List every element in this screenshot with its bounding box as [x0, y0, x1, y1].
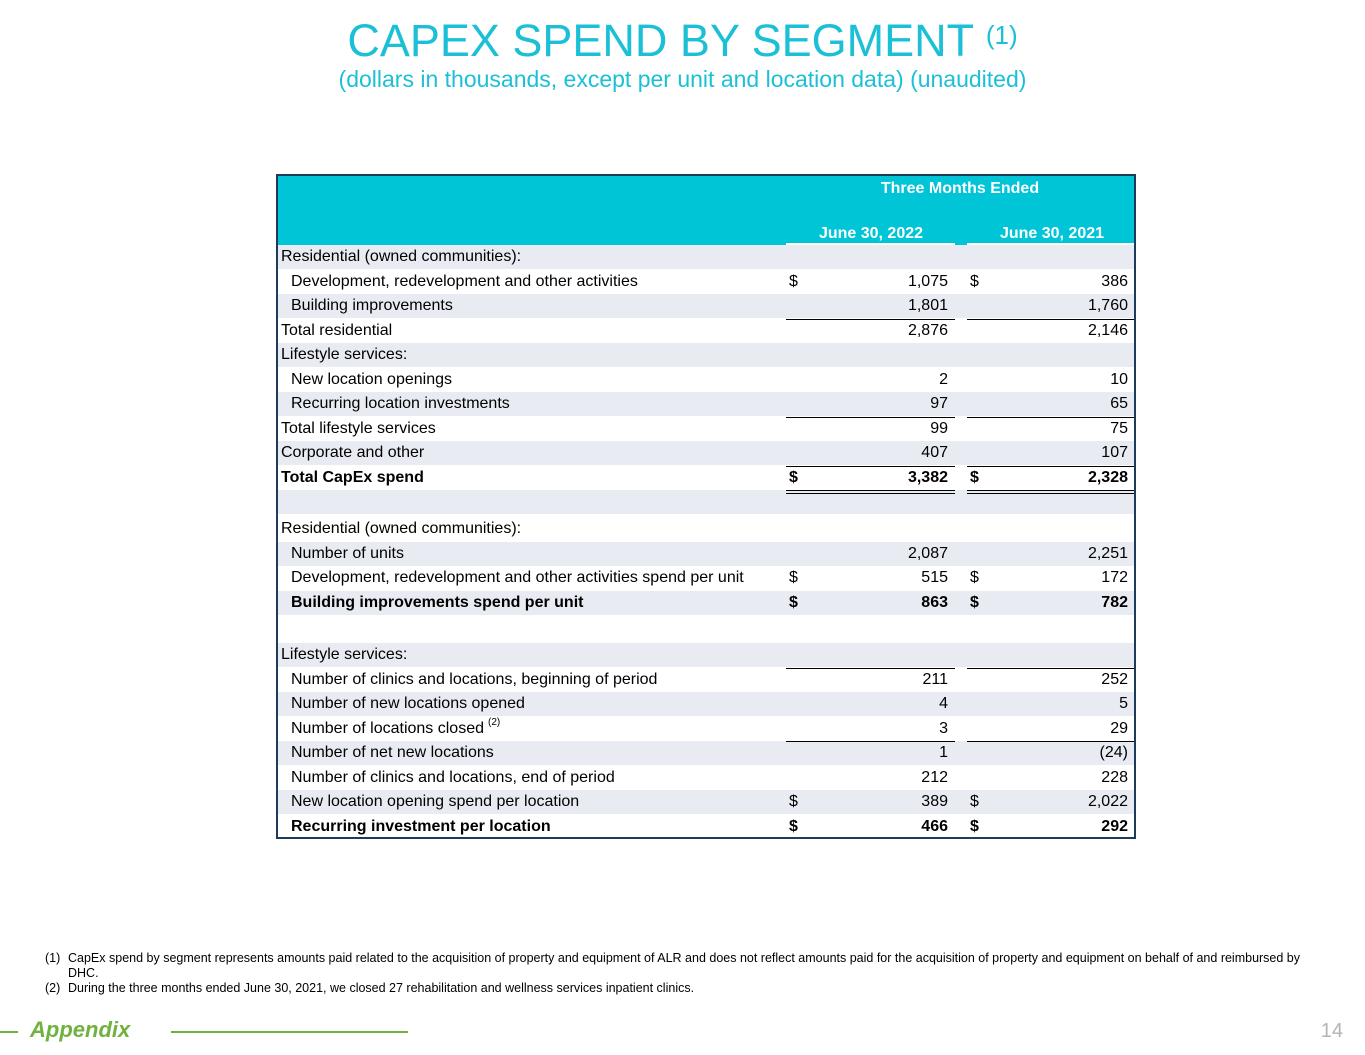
value-2022: 466 — [921, 818, 948, 835]
value-2021: 228 — [1101, 769, 1128, 786]
table-row — [278, 466, 1134, 490]
table-row — [278, 668, 1134, 692]
table-row — [278, 368, 1134, 392]
currency-2022: $ — [789, 818, 798, 835]
value-2022: 1,801 — [907, 297, 948, 314]
table-row — [278, 766, 1134, 790]
row-label: Number of units — [291, 545, 404, 562]
value-2022: 863 — [921, 594, 948, 611]
value-2022: 3,382 — [907, 469, 948, 486]
currency-2021: $ — [970, 469, 979, 486]
row-label: Total lifestyle services — [281, 420, 436, 437]
capex-table — [276, 174, 1136, 839]
currency-2022: $ — [789, 469, 798, 486]
value-2022: 1 — [939, 744, 948, 761]
value-2022: 2,876 — [907, 322, 948, 339]
footnote-1: (1) CapEx spend by segment represents amounts paid related to the acquisition of property and equipment of ALR and does not reflect amounts paid for the acquisition of property and equipment on behalf of and reimbursed by DHC. — [45, 951, 1301, 980]
table-row — [278, 441, 1134, 465]
currency-2021: $ — [970, 569, 979, 586]
value-2021: 252 — [1101, 671, 1128, 688]
underline-rule — [786, 490, 955, 491]
row-label: Number of clinics and locations, end of period — [291, 769, 615, 786]
table-row — [278, 741, 1134, 765]
underline-rule — [967, 668, 1134, 669]
underline-rule — [786, 417, 955, 418]
underline-rule — [786, 741, 955, 742]
underline-rule — [967, 417, 1134, 418]
row-label: New location opening spend per location — [291, 793, 580, 810]
value-2021: 5 — [1119, 695, 1128, 712]
value-2022: 212 — [921, 769, 948, 786]
row-label: Recurring location investments — [291, 395, 510, 412]
title-footnote-marker: (1) — [985, 20, 1018, 50]
row-label: Lifestyle services: — [281, 646, 408, 663]
row-label: Development, redevelopment and other activities — [291, 273, 638, 290]
table-row — [278, 294, 1134, 318]
value-2021: 65 — [1110, 395, 1128, 412]
value-2021: 2,022 — [1087, 793, 1128, 810]
value-2021: 29 — [1110, 720, 1128, 737]
table-row — [278, 542, 1134, 566]
value-2022: 2,087 — [907, 545, 948, 562]
table-row — [278, 790, 1134, 814]
value-2021: (24) — [1099, 744, 1128, 761]
row-label: Building improvements spend per unit — [291, 594, 584, 611]
table-row — [278, 717, 1134, 741]
table-row — [278, 245, 1134, 269]
footnote-2: (2) During the three months ended June 30, 2021, we closed 27 rehabilitation and wellness services inpatient clinics. — [45, 981, 695, 995]
value-2022: 2 — [939, 371, 948, 388]
column-header-2021: June 30, 2021 — [999, 225, 1105, 242]
table-row — [278, 815, 1134, 839]
table-row — [278, 616, 1134, 640]
underline-rule — [967, 493, 1134, 494]
currency-2022: $ — [789, 569, 798, 586]
column-header-2022: June 30, 2022 — [818, 225, 924, 242]
value-2022: 515 — [921, 569, 948, 586]
footnotes — [45, 951, 1305, 996]
table-row — [278, 319, 1134, 343]
row-label: Residential (owned communities): — [281, 248, 522, 265]
value-2021: 75 — [1110, 420, 1128, 437]
underline-rule — [967, 319, 1134, 320]
value-2022: 3 — [939, 720, 948, 737]
currency-2022: $ — [789, 273, 798, 290]
value-2021: 2,328 — [1087, 469, 1128, 486]
row-label: Residential (owned communities): — [281, 520, 522, 537]
underline-rule — [786, 466, 955, 467]
underline-rule — [967, 490, 1134, 491]
value-2022: 211 — [922, 671, 948, 688]
row-label: Number of locations closed — [291, 720, 484, 737]
value-2021: 107 — [1101, 444, 1128, 461]
underline-rule — [786, 493, 955, 494]
footer-rule-left — [0, 1031, 18, 1033]
underline-rule — [786, 668, 955, 669]
table-header — [278, 176, 1134, 245]
table-row — [278, 517, 1134, 541]
value-2022: 1,075 — [907, 273, 948, 290]
currency-2022: $ — [789, 793, 798, 810]
row-label: Number of clinics and locations, beginning of period — [291, 671, 658, 688]
row-label: Total residential — [281, 322, 393, 339]
table-row — [278, 566, 1134, 590]
currency-2021: $ — [970, 594, 979, 611]
table-row — [278, 692, 1134, 716]
value-2021: 10 — [1110, 371, 1128, 388]
row-label: Lifestyle services: — [281, 346, 408, 363]
page-subtitle: (dollars in thousands, except per unit and location data) (unaudited) — [338, 66, 1027, 92]
currency-2022: $ — [789, 594, 798, 611]
title-text: CAPEX SPEND BY SEGMENT — [347, 15, 974, 66]
row-label: Building improvements — [291, 297, 453, 314]
value-2021: 292 — [1101, 818, 1128, 835]
value-2021: 2,251 — [1087, 545, 1128, 562]
currency-2021: $ — [970, 793, 979, 810]
currency-2021: $ — [970, 818, 979, 835]
currency-2021: $ — [970, 273, 979, 290]
underline-rule — [786, 319, 955, 320]
value-2022: 4 — [939, 695, 948, 712]
value-2021: 782 — [1101, 594, 1128, 611]
row-label: Number of new locations opened — [291, 695, 525, 712]
value-2022: 97 — [930, 395, 948, 412]
row-label: Recurring investment per location — [291, 818, 551, 835]
row-label: Total CapEx spend — [281, 469, 424, 486]
table-row — [278, 591, 1134, 615]
table-row — [278, 643, 1134, 667]
value-2021: 386 — [1101, 273, 1128, 290]
row-label: Development, redevelopment and other activities spend per unit — [291, 569, 744, 586]
table-row — [278, 417, 1134, 441]
row-label: New location openings — [291, 371, 452, 388]
value-2021: 2,146 — [1087, 322, 1128, 339]
value-2022: 407 — [921, 444, 948, 461]
row-label: Number of net new locations — [291, 744, 494, 761]
value-2022: 389 — [921, 793, 948, 810]
table-row — [278, 392, 1134, 416]
row-footnote-marker: (2) — [488, 717, 501, 728]
value-2021: 1,760 — [1087, 297, 1128, 314]
underline-rule — [967, 466, 1134, 467]
page-title — [0, 14, 1365, 68]
underline-rule — [967, 741, 1134, 742]
value-2022: 99 — [930, 420, 948, 437]
value-2021: 172 — [1101, 569, 1128, 586]
period-header: Three Months Ended — [880, 180, 1040, 197]
row-label: Corporate and other — [281, 444, 425, 461]
table-row — [278, 270, 1134, 294]
page-number: 14 — [1320, 1020, 1343, 1042]
section-label: Appendix — [30, 1017, 131, 1042]
footer-rule-right — [171, 1031, 408, 1033]
table-row — [278, 343, 1134, 367]
